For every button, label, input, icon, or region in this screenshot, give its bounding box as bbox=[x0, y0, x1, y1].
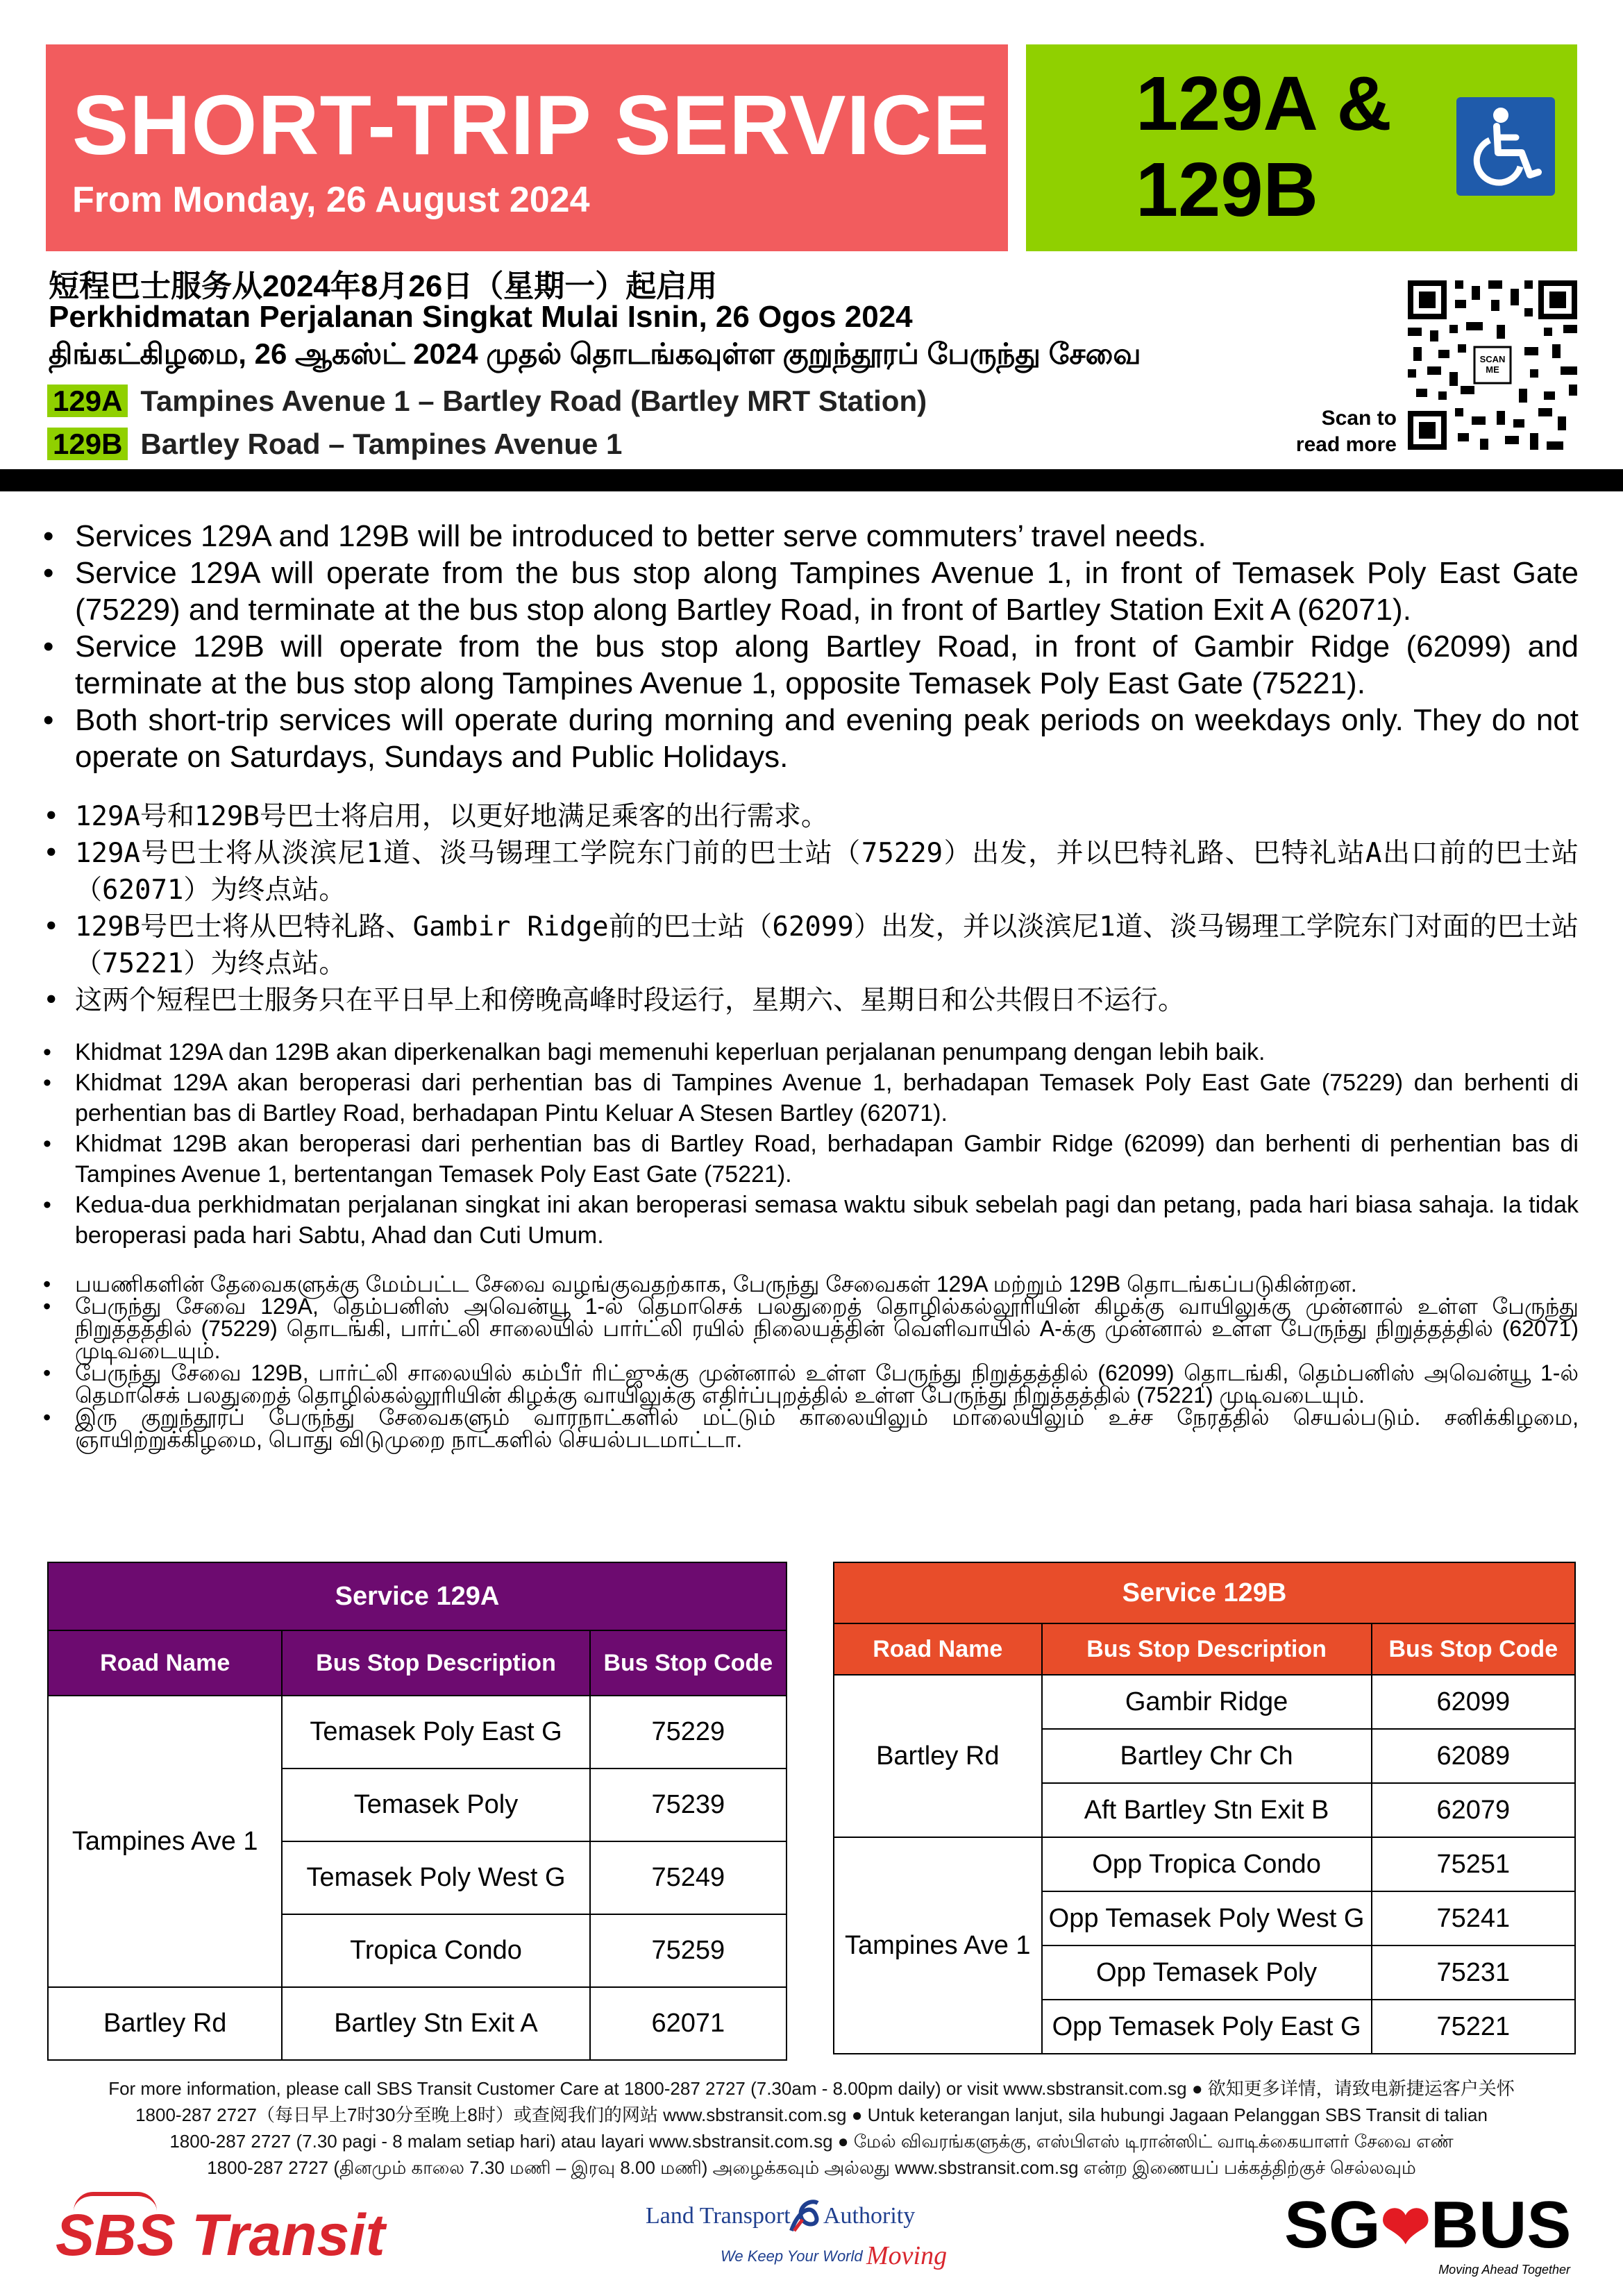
lta-name-left: Land Transport bbox=[646, 2203, 791, 2229]
list-item: • Service 129B will operate from the bus stop along Bartley Road, in front of Gambir Ridge (62099) and terminate at the bus stop along Tampines Avenue 1, opposite Temasek Poly East Gate (75221). bbox=[43, 628, 1579, 702]
list-item: • இரு குறுந்தூரப் பேருந்து சேவைகளும் வாரநாட்களில் மட்டும் காலையிலும் மாலையிலும் உச்ச நேரத்தில் செயல்படும். சனிக்கிழமை, ஞாயிற்றுக்கிழமை, பொது விடுமுறை நாட்களில் செயல்படமாட்டா. bbox=[43, 1406, 1579, 1451]
list-item: • Both short-trip services will operate during morning and evening peak periods on weekdays only. They do not operate on Saturdays, Sundays and Public Holidays. bbox=[43, 702, 1579, 775]
lta-tagline-moving: Moving bbox=[866, 2241, 948, 2270]
lta-tagline: We Keep Your World bbox=[721, 2247, 863, 2265]
service-129b-table bbox=[833, 1562, 1576, 2054]
list-item: • 这两个短程巴士服务只在平日早上和傍晚高峰时段运行，星期六、星期日和公共假日不运行。 bbox=[43, 982, 1579, 1019]
notes-english bbox=[43, 518, 1579, 775]
table-row bbox=[834, 1837, 1575, 1891]
contact-footer bbox=[56, 2075, 1567, 2181]
route-description: Bartley Road – Tampines Avenue 1 bbox=[140, 428, 623, 460]
page-title: SHORT-TRIP SERVICE bbox=[72, 78, 990, 172]
stop-code-cell: 62079 bbox=[1372, 1783, 1575, 1837]
route-description: Tampines Avenue 1 – Bartley Road (Bartley MRT Station) bbox=[140, 385, 927, 417]
table-title: Service 129B bbox=[834, 1562, 1575, 1623]
qr-code[interactable] bbox=[1408, 280, 1577, 450]
qr-scan-label: SCAN ME bbox=[1479, 354, 1506, 375]
subtitle-malay: Perkhidmatan Perjalanan Singkat Mulai Isnin, 26 Ogos 2024 bbox=[49, 300, 913, 334]
service-number-line-2: 129B bbox=[1136, 147, 1318, 233]
column-header: Road Name bbox=[834, 1623, 1042, 1675]
scan-caption-line-1: Scan to bbox=[1321, 407, 1397, 430]
stop-code-cell: 75231 bbox=[1372, 1945, 1575, 2000]
service-numbers bbox=[1136, 61, 1392, 233]
stop-code-cell: 62089 bbox=[1372, 1729, 1575, 1783]
sgbus-bus: BUS bbox=[1430, 2188, 1572, 2262]
footer-line: 1800-287 2727 (7.30 pagi - 8 malam setiap hari) atau layari www.sbstransit.com.sg ● மேல் விவரங்களுக்கு, எஸ்பிஎஸ் டிரான்ஸிட் வாடிக்கையாளர் சேவை எண் bbox=[169, 2131, 1454, 2152]
table-row bbox=[834, 1675, 1575, 1729]
stop-description-cell: Bartley Chr Ch bbox=[1042, 1729, 1372, 1783]
column-header: Road Name bbox=[48, 1630, 282, 1696]
notes-chinese bbox=[43, 798, 1579, 1019]
list-item: • பேருந்து சேவை 129B, பார்ட்லி சாலையில் கம்பீர் ரிட்ஜுக்கு முன்னால் உள்ள பேருந்து நிறுத்தத்தில் (62099) தொடங்கி, தெம்பனிஸ் அவென்யூ 1-ல் தெமாசெக் பலதுறைத் தொழில்கல்லூரியின் கிழக்கு வாயிலுக்கு எதிர்ப்புறத்தில் உள்ள பேருந்து நிறுத்தத்தில் (75221) முடிவடையும். bbox=[43, 1362, 1579, 1406]
stop-description-cell: Aft Bartley Stn Exit B bbox=[1042, 1783, 1372, 1837]
list-item: • பயணிகளின் தேவைகளுக்கு மேம்பட்ட சேவை வழங்குவதற்காக, பேருந்து சேவைகள் 129A மற்றும் 129B தொடங்கப்படுகின்றன. bbox=[43, 1273, 1579, 1295]
road-name-cell: Bartley Rd bbox=[48, 1987, 282, 2060]
sbs-swoosh bbox=[74, 2192, 157, 2211]
stop-description-cell: Opp Temasek Poly West G bbox=[1042, 1891, 1372, 1945]
route-129a bbox=[47, 385, 927, 418]
column-header: Bus Stop Description bbox=[282, 1630, 589, 1696]
list-item: • 129A号巴士将从淡滨尼1道、淡马锡理工学院东门前的巴士站（75229）出发，并以巴特礼路、巴特礼站A出口前的巴士站（62071）为终点站。 bbox=[43, 835, 1579, 909]
notes-tamil bbox=[43, 1273, 1579, 1451]
stop-description-cell: Tropica Condo bbox=[282, 1914, 589, 1987]
notes-malay bbox=[43, 1037, 1579, 1251]
column-header: Bus Stop Code bbox=[1372, 1623, 1575, 1675]
footer-line: 1800-287 2727 (தினமும் காலை 7.30 மணி – இரவு 8.00 மணி) அழைக்கவும் அல்லது www.sbstransit.com.sg என்ற இணையப் பக்கத்திற்குச் செல்லவும் bbox=[207, 2157, 1416, 2178]
list-item: • Service 129A will operate from the bus stop along Tampines Avenue 1, in front of Temasek Poly East Gate (75229) and terminate at the bus stop along Bartley Road, in front of Bartley Station Exit A (62071). bbox=[43, 555, 1579, 628]
stop-code-cell: 75249 bbox=[590, 1841, 787, 1914]
scan-caption-line-2: read more bbox=[1295, 433, 1397, 456]
effective-date: From Monday, 26 August 2024 bbox=[72, 180, 590, 220]
list-item: • பேருந்து சேவை 129A, தெம்பனிஸ் அவென்யூ 1-ல் தெமாசெக் பலதுறைத் தொழில்கல்லூரியின் கிழக்கு வாயிலுக்கு முன்னால் உள்ள பேருந்து நிறுத்தத்தில் (75229) தொடங்கி, பார்ட்லி சாலையில் பார்ட்லி ரயில் நிலையத்தின் வெளிவாயில் A-க்கு முன்னால் உள்ள பேருந்து நிறுத்தத்தில் (62071) முடிவடையும். bbox=[43, 1295, 1579, 1362]
scan-caption bbox=[1277, 405, 1397, 458]
footer-line: 1800-287 2727（每日早上7时30分至晚上8时）或查阅我们的网站 www.sbstransit.com.sg ● Untuk keterangan lanjut, sila hubungi Jagaan Pelanggan SBS Transit di talian bbox=[135, 2104, 1488, 2125]
stop-description-cell: Opp Temasek Poly bbox=[1042, 1945, 1372, 2000]
list-item: • Khidmat 129B akan beroperasi dari perhentian bas di Bartley Road, berhadapan Gambir Ridge (62099) dan berhenti di perhentian bas di Tampines Avenue 1, bertentangan Temasek Poly East Gate (75221). bbox=[43, 1129, 1579, 1190]
stop-code-cell: 62099 bbox=[1372, 1675, 1575, 1729]
table-title: Service 129A bbox=[48, 1562, 787, 1630]
lta-ribbon-icon bbox=[784, 2196, 823, 2235]
road-name-cell: Bartley Rd bbox=[834, 1675, 1042, 1837]
list-item: • Services 129A and 129B will be introduced to better serve commuters’ travel needs. bbox=[43, 518, 1579, 555]
subtitle-tamil: திங்கட்கிழமை, 26 ஆகஸ்ட் 2024 முதல் தொடங்கவுள்ள குறுந்தூரப் பேருந்து சேவை bbox=[49, 337, 1141, 370]
route-129b bbox=[47, 428, 622, 461]
wheelchair-accessible-icon bbox=[1456, 97, 1555, 196]
stop-description-cell: Temasek Poly West G bbox=[282, 1841, 589, 1914]
stop-description-cell: Gambir Ridge bbox=[1042, 1675, 1372, 1729]
list-item: • Kedua-dua perkhidmatan perjalanan singkat ini akan beroperasi semasa waktu sibuk sebelah pagi dan petang, pada hari biasa sahaja. Ia tidak beroperasi pada hari Sabtu, Ahad dan Cuti Umum. bbox=[43, 1190, 1579, 1251]
stop-code-cell: 62071 bbox=[590, 1987, 787, 2060]
sgbus-logo bbox=[1284, 2188, 1576, 2281]
column-header: Bus Stop Description bbox=[1042, 1623, 1372, 1675]
road-name-cell: Tampines Ave 1 bbox=[48, 1696, 282, 1987]
sbs-transit-logo bbox=[56, 2197, 417, 2274]
table-row bbox=[48, 1696, 787, 1769]
table-row bbox=[48, 1987, 787, 2060]
route-tag: 129B bbox=[47, 428, 128, 460]
stop-description-cell: Opp Tropica Condo bbox=[1042, 1837, 1372, 1891]
list-item: • 129A号和129B号巴士将启用，以更好地满足乘客的出行需求。 bbox=[43, 798, 1579, 835]
sgbus-tagline: Moving Ahead Together bbox=[1438, 2263, 1570, 2277]
stop-code-cell: 75221 bbox=[1372, 2000, 1575, 2054]
header-divider bbox=[0, 469, 1623, 491]
stop-description-cell: Bartley Stn Exit A bbox=[282, 1987, 589, 2060]
stop-code-cell: 75251 bbox=[1372, 1837, 1575, 1891]
stop-code-cell: 75229 bbox=[590, 1696, 787, 1769]
stop-code-cell: 75239 bbox=[590, 1769, 787, 1841]
lta-logo bbox=[646, 2193, 979, 2281]
service-number-line-1: 129A & bbox=[1136, 61, 1392, 146]
stop-description-cell: Opp Temasek Poly East G bbox=[1042, 2000, 1372, 2054]
list-item: • Khidmat 129A akan beroperasi dari perhentian bas di Tampines Avenue 1, berhadapan Temasek Poly East Gate (75229) dan berhenti di perhentian bas di Bartley Road, berhadapan Pintu Keluar A Stesen Bartley (62071). bbox=[43, 1067, 1579, 1129]
footer-line: For more information, please call SBS Transit Customer Care at 1800-287 2727 (7.30am - 8.00pm daily) or visit www.sbstransit.com.sg ● 欲知更多详情，请致电新捷运客户关怀 bbox=[108, 2078, 1515, 2099]
list-item: • Khidmat 129A dan 129B akan diperkenalkan bagi memenuhi keperluan perjalanan penumpang dengan lebih baik. bbox=[43, 1037, 1579, 1067]
list-item: • 129B号巴士将从巴特礼路、Gambir Ridge前的巴士站（62099）出发，并以淡滨尼1道、淡马锡理工学院东门对面的巴士站（75221）为终点站。 bbox=[43, 909, 1579, 982]
stop-description-cell: Temasek Poly bbox=[282, 1769, 589, 1841]
service-129a-table bbox=[47, 1562, 787, 2061]
road-name-cell: Tampines Ave 1 bbox=[834, 1837, 1042, 2054]
column-header: Bus Stop Code bbox=[590, 1630, 787, 1696]
route-tag: 129A bbox=[47, 385, 128, 417]
stop-description-cell: Temasek Poly East G bbox=[282, 1696, 589, 1769]
stop-code-cell: 75241 bbox=[1372, 1891, 1575, 1945]
sbs-transit-wordmark: SBS Transit bbox=[56, 2202, 385, 2268]
subtitle-chinese: 短程巴士服务从2024年8月26日（星期一）起启用 bbox=[49, 269, 718, 303]
sgbus-sg: SG bbox=[1284, 2188, 1381, 2262]
heart-icon: ❤ bbox=[1380, 2194, 1431, 2261]
stop-code-cell: 75259 bbox=[590, 1914, 787, 1987]
lta-name-right: Authority bbox=[823, 2203, 916, 2229]
